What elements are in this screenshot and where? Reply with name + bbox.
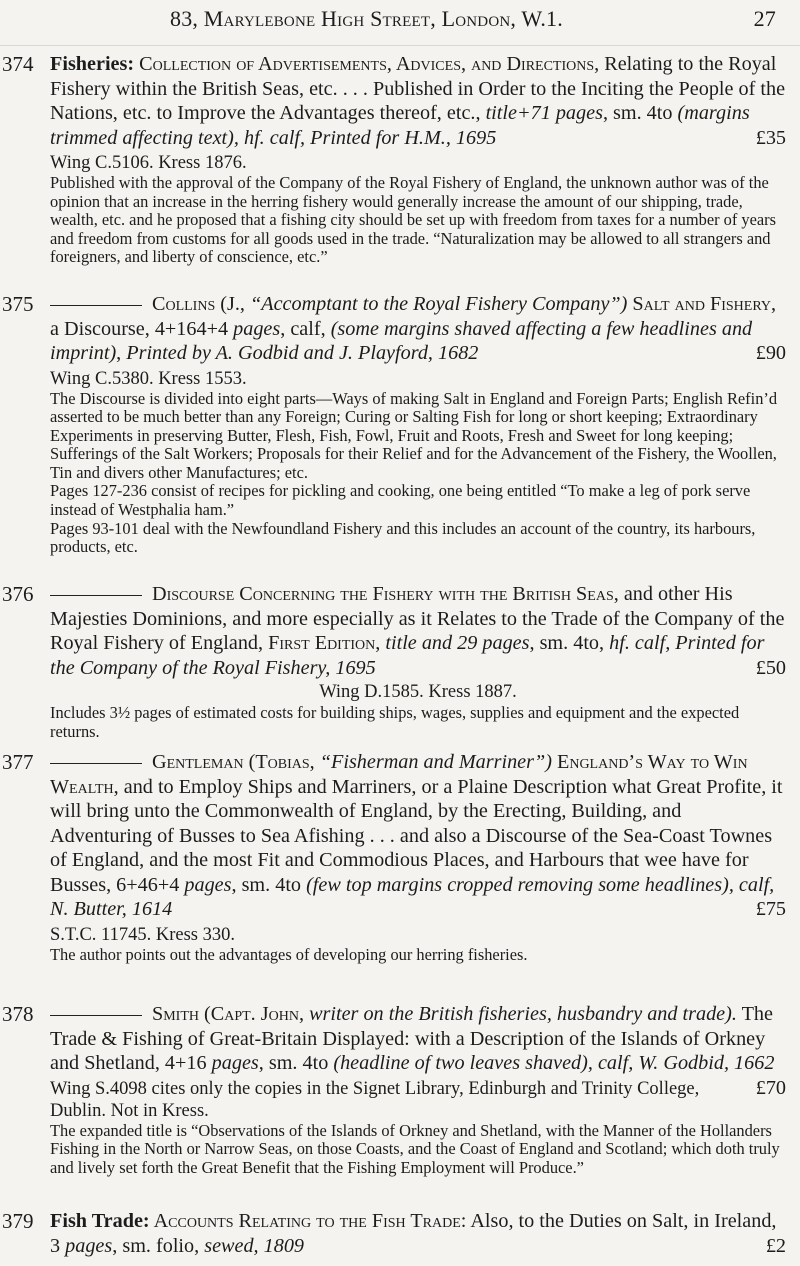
entry-note: Includes 3½ pages of estimated costs for building ships, wages, supplies and equipment and the expected returns. <box>50 703 740 741</box>
entry-body <box>50 52 786 267</box>
lot-number: 376 <box>2 582 34 606</box>
entry-imprint: (few top margins cropped removing some headlines), calf, N. Butter, 1614 <box>50 873 775 920</box>
ditto-dash <box>50 305 142 306</box>
entry-text: and other His Majesties Dominions, and more especially as it Relates to the Trade of the Company of the Royal Fishery of England, <box>50 583 785 654</box>
entry-author: Smith (Capt. John, <box>152 1003 305 1025</box>
entry-imprint: (headline of two leaves shaved), calf, W. Godbid, 1662 <box>333 1052 775 1074</box>
entry-condition: (some margins shaved affecting a few headlines and imprint) <box>50 317 753 364</box>
entry-body <box>50 1209 786 1258</box>
entry-price: £50 <box>755 656 786 679</box>
entry-reference: Wing D.1585. Kress 1887. <box>319 682 517 702</box>
ditto-dash <box>50 1015 142 1016</box>
entry-text: a Discourse, 4+164+4 <box>50 317 234 340</box>
entry-description: Collins (J., “Accomptant to the Royal Fishery Company”) Salt and Fishery, a Discourse, 4+164+4 pages, calf, (some margins shaved affecting a few headlines and imprint), Printed by A. Godbid and J. Playford, 1682 £90 <box>50 293 786 364</box>
entry-title: Discourse Concerning the Fishery with the British Seas, <box>152 583 619 605</box>
entry-imprint: Printed by A. Godbid and J. Playford, 1682 <box>126 342 479 364</box>
entry-note: Pages 127-236 consist of recipes for pickling and cooking, one being entitled “To make a leg of pork serve instead of Westphalia ham.” <box>50 481 751 520</box>
entry-author-note: writer on the British fisheries, husbandry and trade). <box>304 1003 737 1025</box>
lot-number: 377 <box>2 750 34 774</box>
entry-imprint: (margins trimmed affecting text), hf. calf, Printed for H.M., 1695 <box>50 102 750 149</box>
entry-description <box>50 1209 786 1258</box>
entry-author-note: “Fisherman and Marriner”) <box>314 751 552 773</box>
entry-reference: Wing S.4098 cites only the copies in the Signet Library, Edinburgh and Trinity College, Dublin. Not in Kress. <box>50 1078 700 1121</box>
entry-body <box>50 750 786 964</box>
entry-title: Collection of Advertisements, Advices, and Directions, <box>139 53 600 75</box>
entry-format: , sm. 4to <box>258 1052 334 1074</box>
entry-price: £70 <box>755 1076 786 1099</box>
entry-author: Collins (J., <box>152 293 245 315</box>
entry-edition: First Edition, <box>268 632 381 654</box>
lot-number: 375 <box>2 292 34 316</box>
entry-description <box>50 750 786 922</box>
entry-title: Salt and Fishery, <box>627 293 777 315</box>
entry-reference: Wing C.5380. Kress 1553. <box>50 368 247 389</box>
entry-author: Fisheries: <box>50 53 135 75</box>
entry-author: Gentleman (Tobias, <box>152 751 315 773</box>
entry-description <box>50 52 786 150</box>
entry-format: , sm. 4to, <box>529 632 610 654</box>
lot-number: 374 <box>2 52 34 76</box>
entry-reference: S.T.C. 11745. Kress 330. <box>50 924 235 945</box>
entry-note: The Discourse is divided into eight parts—Ways of making Salt in England and Foreign Parts; English Refin’d asserted to be much better than any Foreign; Curing or Salting Fish for long or short keeping; Extraordinary Experiments in preserving Butter, Flesh, Fish, Fowl, Fruit and Roots, Fresh and Sweet for long keeping; Sufferings of the Salt Workers; Proposals for their Relief and for the Advancement of the Fishery, the Woollen, Tin and divers other Manufactures; etc. <box>50 388 778 482</box>
entry-price: £35 <box>755 126 786 149</box>
entry-price: £75 <box>755 898 786 920</box>
entry-collation: title+71 pages <box>485 102 603 124</box>
entry-collation: pages <box>184 873 232 896</box>
entry-imprint: hf. calf, Printed for the Company of the Royal Fishery, 1695 <box>50 632 765 679</box>
entry-text: Relating to the Royal Fishery within the British Seas, etc. . . . Published in Order to the Inciting the People of the Nations, etc. to Improve the Advantages thereof, etc., <box>50 53 786 124</box>
entry-collation: pages <box>233 317 281 340</box>
entry-description <box>50 1002 786 1099</box>
entry-format: , calf, <box>280 317 331 340</box>
entry-note: The expanded title is “Observations of the Islands of Orkney and Shetland, with the Manner of the Hollanders Fishing in the North or Narrow Seas, on those Coasts, and the Coast of England and Scotland; which doth truly and lively set forth the Great Benefit that the Fishing Employment will Produce.” <box>50 1120 780 1177</box>
entry-description <box>50 582 786 680</box>
header-address: 83, Marylebone High Street, London, W.1. <box>170 6 563 31</box>
header-rule <box>0 45 800 46</box>
entry-reference: Wing C.5106. Kress 1876. <box>50 153 247 173</box>
entry-format: , sm. 4to <box>602 102 678 124</box>
entry-price: £2 <box>765 1234 786 1257</box>
entry-note: Pages 93-101 deal with the Newfoundland Fishery and this includes an account of the country, its harbours, products, etc. <box>50 518 756 557</box>
page-number: 27 <box>753 6 776 31</box>
entry-text: and to Employ Ships and Marriners, or a Plaine Description what Great Profite, it will bring unto the Commonwealth of England, by the Erecting, Building, and Adventuring of Busses to Sea Afishing . . . and also a Discourse of the Sea-Coast Townes of England, and the most Fit and Commodious Places, and Harbours that wee have for Busses, 6+46+4 <box>50 775 783 896</box>
entry-price: £90 <box>755 342 786 364</box>
entry-format: , sm. 4to <box>231 873 307 896</box>
entry-note: Published with the approval of the Company of the Royal Fishery of England, the unknown author was of the opinion that an increase in the herring fishery would generally increase the amount of our shipping, trade, wealth, etc. and he proposed that a fishing city should be set up with freedom from taxes for a number of years and freedom from customs for all goods used in the trade. “Naturalization may be allowed to all strangers and foreigners, and liberty of conscience, etc.” <box>50 173 776 267</box>
entry-collation: pages <box>211 1052 259 1074</box>
entry-title: England’s Way to Win Wealth, <box>50 751 748 798</box>
entry-collation: title and 29 pages <box>380 632 530 654</box>
entry-body <box>50 582 786 741</box>
entry-format: , sm. folio, <box>112 1234 205 1257</box>
ditto-dash <box>50 595 142 596</box>
ditto-dash <box>50 763 142 764</box>
entry-body <box>50 292 786 557</box>
entry-body <box>50 1002 786 1177</box>
lot-number: 379 <box>2 1209 34 1233</box>
entry-text: Also, to the Duties on Salt, in Ireland, 3 <box>50 1210 777 1257</box>
entry-note: The author points out the advantages of developing our herring fisheries. <box>50 944 528 964</box>
entry-title: Accounts Relating to the Fish Trade: <box>149 1210 467 1232</box>
entry-imprint: sewed, 1809 <box>204 1234 305 1257</box>
entry-author-note: “Accomptant to the Royal Fishery Company”) <box>244 293 628 315</box>
entry-author: Fish Trade: <box>50 1210 150 1232</box>
entry-collation: pages <box>65 1234 113 1257</box>
entry-text: The Trade & Fishing of Great-Britain Displayed: with a Description of the Islands of Orkney and Shetland, 4+16 <box>50 1003 773 1074</box>
lot-number: 378 <box>2 1002 34 1026</box>
